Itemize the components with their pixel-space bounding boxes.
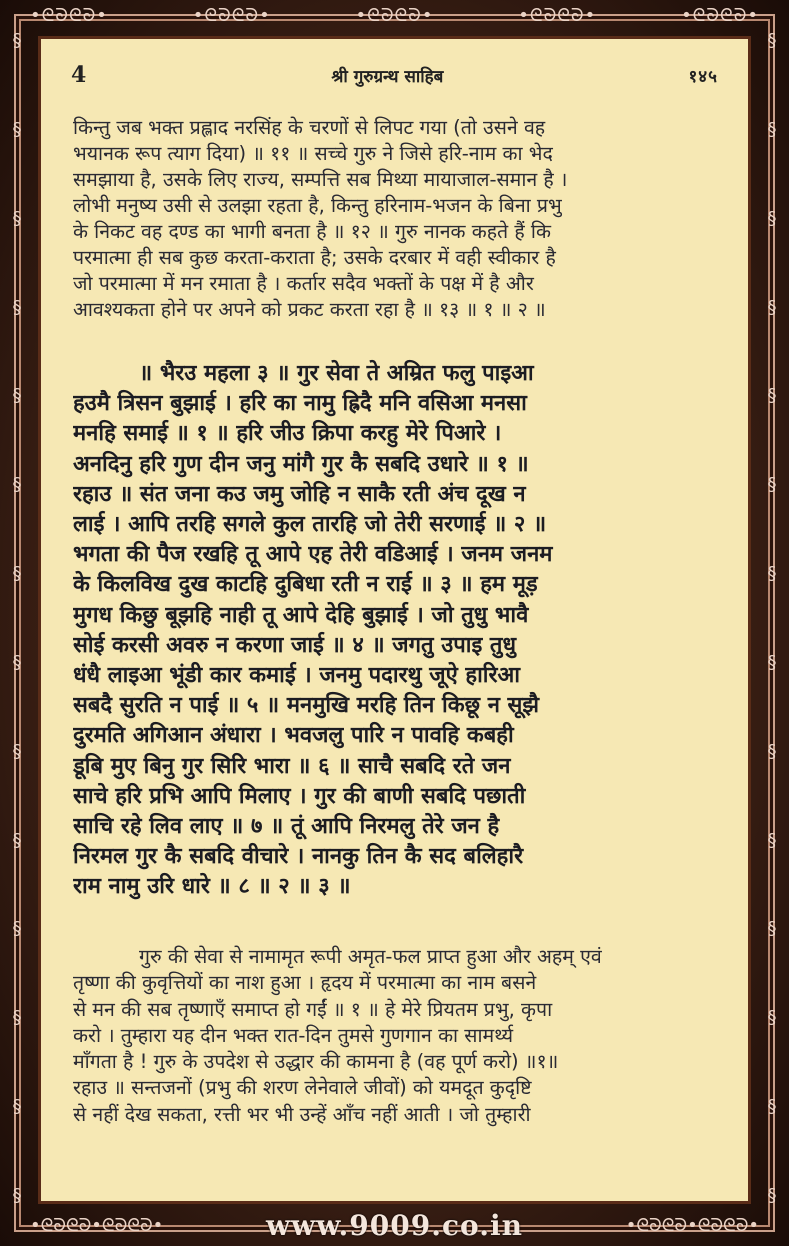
text-line: करो । तुम्हारा यह दीन भक्त रात-दिन तुमसे गुणगान का सामर्थ्य <box>73 1023 514 1047</box>
verse-line: ॥ भैरउ महला ३ ॥ गुर सेवा ते अम्रित फलु पाइआ <box>139 361 534 386</box>
verse-line: निरमल गुर कै सबदि वीचारे । नानकु तिन कै सद बलिहारै <box>73 844 524 870</box>
verse-line: साचे हरि प्रभि आपि मिलाए । गुर की बाणी सबदि पछाती <box>73 783 526 809</box>
verse-line: मनहि समाई ॥ १ ॥ हरि जीउ क्रिपा करहु मेरे पिआरे । <box>73 421 502 447</box>
verse-line: मुगध किछु बूझहि नाही तू आपे देहि बुझाई । जो तुधु भावै <box>73 602 529 628</box>
translation-paragraph-1 <box>73 115 721 323</box>
text-line: समझाया है, उसके लिए राज्य, सम्पत्ति सब मिथ्या मायाजाल-समान है । <box>73 168 568 191</box>
text-line: आवश्यकता होने पर अपने को प्रकट करता रहा है ॥ १३ ॥ १ ॥ २ ॥ <box>73 298 546 321</box>
scripture-page <box>38 36 751 1204</box>
bottom-right-ornament: •ᘓᘐᘓᘐ•ᘓᘐᘓᘐ• <box>625 1214 759 1236</box>
text-line: जो परमात्मा में मन रमाता है । कर्तार सदैव भक्तों के पक्ष में है और <box>73 272 534 295</box>
page-number-right: १४५ <box>688 66 718 87</box>
text-line: किन्तु जब भक्त प्रह्लाद नरसिंह के चरणों से लिपट गया (तो उसने वह <box>73 116 546 139</box>
verse-line: सोई करसी अवरु न करणा जाई ॥ ४ ॥ जगतु उपाइ तुधु <box>73 632 516 658</box>
page-title: श्री गुरुग्रन्थ साहिब <box>331 66 444 87</box>
top-ornament: •ᘓᘐᘓᘐ• •ᘓᘐᘓᘐ• •ᘓᘐᘓᘐ• •ᘓᘐᘓᘐ• •ᘓᘐᘓᘐ• <box>30 4 759 26</box>
verse-line: सबदै सुरति न पाई ॥ ५ ॥ मनमुखि मरहि तिन किछू न सूझै <box>73 693 540 719</box>
left-ornament: § § § § § § § § § § § § § § <box>12 30 22 1206</box>
verse-line: रहाउ ॥ संत जना कउ जमु जोहि न साकै रती अंच दूख न <box>73 481 526 507</box>
text-line: परमात्मा ही सब कुछ करता-कराता है; उसके दरबार में वही स्वीकार है <box>73 246 556 269</box>
website-url: www.9009.co.in <box>266 1209 523 1242</box>
bottom-left-ornament: •ᘓᘐᘓᘐ•ᘓᘐᘓᘐ• <box>30 1214 164 1236</box>
text-line: गुरु की सेवा से नामामृत रूपी अमृत-फल प्राप्त हुआ और अहम् एवं <box>139 945 602 968</box>
text-line: लोभी मनुष्य उसी से उलझा रहता है, किन्तु हरिनाम-भजन के बिना प्रभु <box>73 194 562 217</box>
verse-line: के किलविख दुख काटहि दुबिधा रती न राई ॥ ३ ॥ हम मूड़ <box>73 572 538 598</box>
verse-line: धंधै लाइआ भूंडी कार कमाई । जनमु पदारथु जूऐ हारिआ <box>73 663 520 689</box>
verse-line: दुरमति अगिआन अंधारा । भवजलु पारि न पावहि कबही <box>73 723 514 749</box>
text-line: भयानक रूप त्याग दिया) ॥ ११ ॥ सच्चे गुरु ने जिसे हरि-नाम का भेद <box>73 142 553 165</box>
verse-line: डूबि मुए बिनु गुर सिरि भारा ॥ ६ ॥ साचै सबदि रते जन <box>73 753 511 779</box>
verse-line: लाई । आपि तरहि सगले कुल तारहि जो तेरी सरणाई ॥ २ ॥ <box>73 512 547 538</box>
page-header <box>71 61 718 89</box>
verse-line: राम नामु उरि धारे ॥ ८ ॥ २ ॥ ३ ॥ <box>73 874 351 900</box>
page-number-left: 4 <box>71 62 87 88</box>
verse-line: अनदिनु हरि गुण दीन जनु मांगै गुर कै सबदि उधारे ॥ १ ॥ <box>73 451 529 477</box>
text-line: से मन की सब तृष्णाएँ समाप्त हो गईं ॥ १ ॥ हे मेरे प्रियतम प्रभु, कृपा <box>73 997 553 1021</box>
verse-line: साचि रहे लिव लाए ॥ ७ ॥ तूं आपि निरमलु तेरे जन है <box>73 814 500 840</box>
text-line: के निकट वह दण्ड का भागी बनता है ॥ १२ ॥ गुरु नानक कहते हैं कि <box>73 220 551 243</box>
verse-line: हउमै त्रिसन बुझाई । हरि का नामु ह्रिदै मनि वसिआ मनसा <box>73 391 527 417</box>
right-ornament: § § § § § § § § § § § § § § <box>767 30 777 1206</box>
verse-line: भगता की पैज रखहि तू आपे एह तेरी वडिआई । जनम जनम <box>73 542 553 568</box>
translation-paragraph-2 <box>73 944 721 1128</box>
text-line: रहाउ ॥ सन्तजनों (प्रभु की शरण लेनेवाले जीवों) को यमदूत कुदृष्टि <box>73 1076 532 1100</box>
verse-paragraph <box>73 359 721 903</box>
text-line: से नहीं देख सकता, रत्ती भर भी उन्हें आँच नहीं आती । जो तुम्हारी <box>73 1102 531 1126</box>
text-line: माँगता है ! गुरु के उपदेश से उद्धार की कामना है (वह पूर्ण करो) ॥१॥ <box>73 1050 559 1074</box>
text-line: तृष्णा की कुवृत्तियों का नाश हुआ । हृदय में परमात्मा का नाम बसने <box>73 971 537 995</box>
